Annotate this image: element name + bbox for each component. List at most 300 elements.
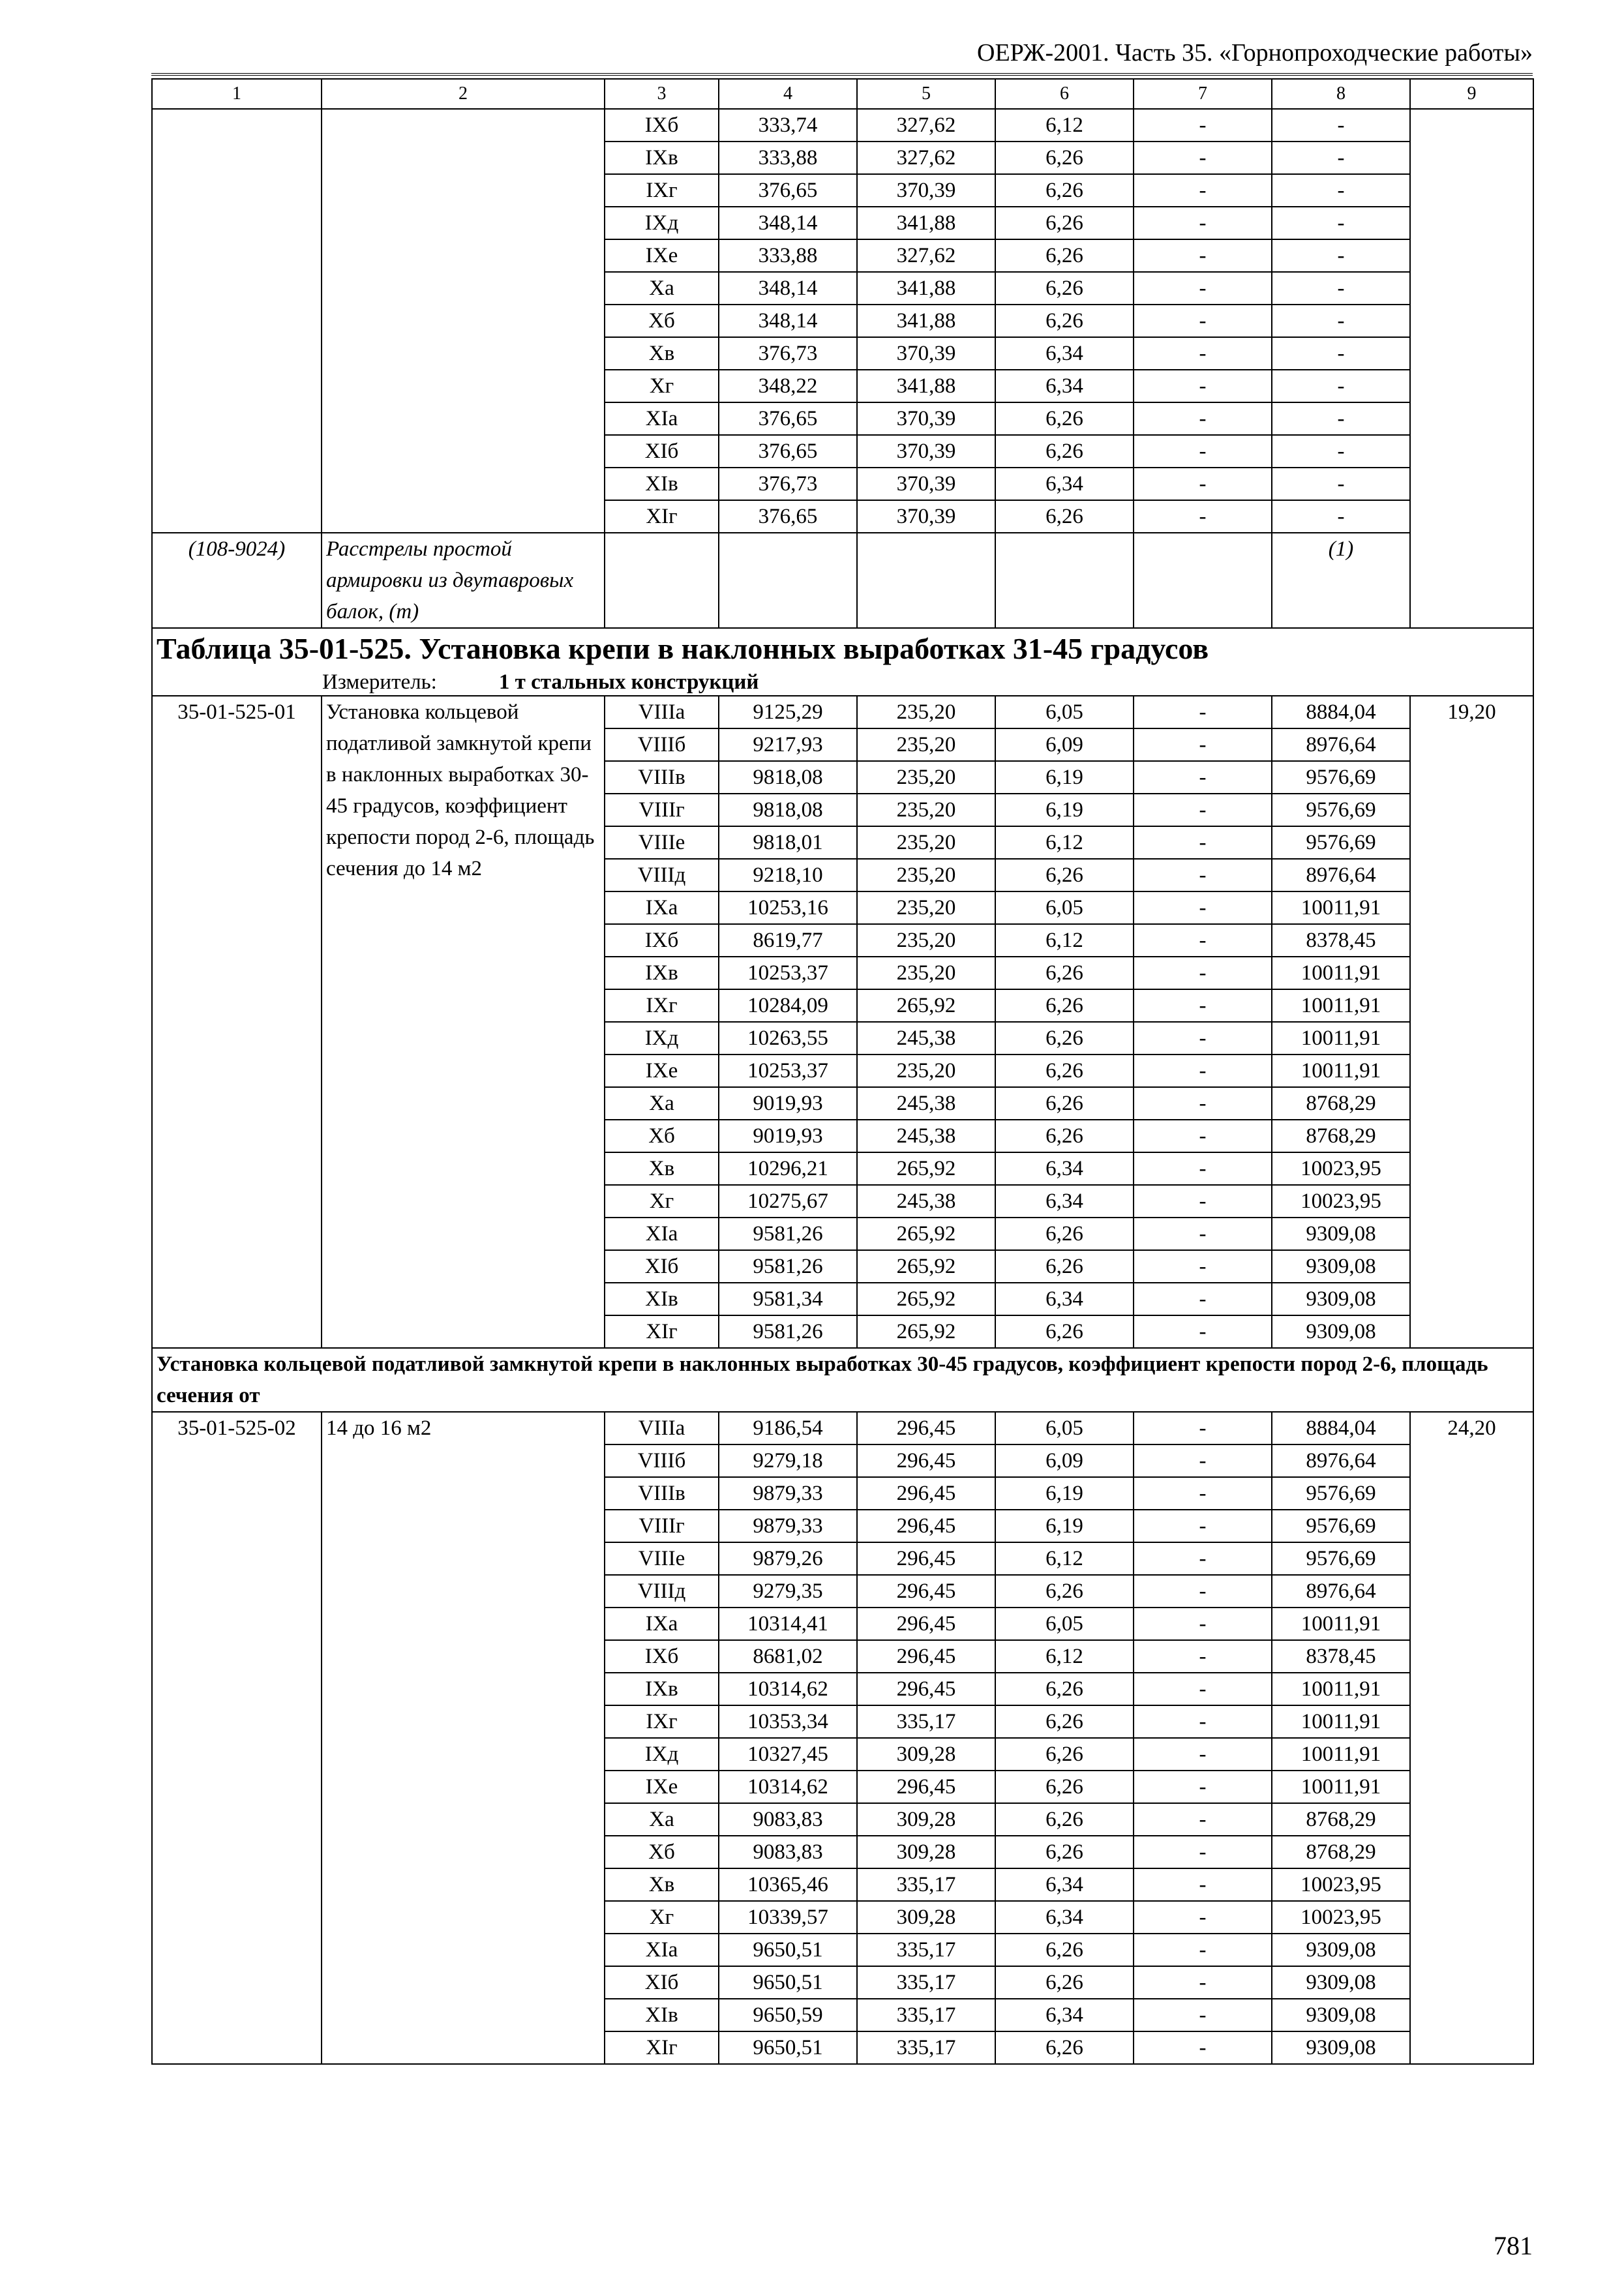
driver-wages-cell: - bbox=[1134, 696, 1272, 728]
empty-cell bbox=[719, 533, 857, 628]
wages-cell: 245,38 bbox=[857, 1120, 995, 1152]
wages-cell: 296,45 bbox=[857, 1510, 995, 1542]
wages-cell: 341,88 bbox=[857, 207, 995, 239]
machine-cell: 6,26 bbox=[995, 500, 1134, 533]
materials-cell: 9309,08 bbox=[1272, 1315, 1410, 1348]
grade-cell: XIг bbox=[605, 500, 719, 533]
grade-cell: IXа bbox=[605, 891, 719, 924]
grade-cell: Xв bbox=[605, 337, 719, 370]
wages-cell: 235,20 bbox=[857, 891, 995, 924]
total-cost-cell: 333,74 bbox=[719, 109, 857, 142]
driver-wages-cell: - bbox=[1134, 142, 1272, 174]
grade-cell: IXг bbox=[605, 1705, 719, 1738]
machine-cell: 6,26 bbox=[995, 1250, 1134, 1283]
total-cost-cell: 348,14 bbox=[719, 305, 857, 337]
driver-wages-cell: - bbox=[1134, 1771, 1272, 1803]
machine-cell: 6,26 bbox=[995, 207, 1134, 239]
total-cost-cell: 348,14 bbox=[719, 272, 857, 305]
material-name-cell: Расстрелы простой армировки из двутавровых балок, (т) bbox=[322, 533, 605, 628]
total-cost-cell: 9186,54 bbox=[719, 1412, 857, 1444]
total-cost-cell: 348,14 bbox=[719, 207, 857, 239]
grade-cell: XIб bbox=[605, 1250, 719, 1283]
driver-wages-cell: - bbox=[1134, 1477, 1272, 1510]
total-cost-cell: 9650,51 bbox=[719, 2031, 857, 2064]
total-cost-cell: 9083,83 bbox=[719, 1836, 857, 1868]
grade-cell: VIIIг bbox=[605, 1510, 719, 1542]
grade-cell: IXг bbox=[605, 989, 719, 1022]
total-cost-cell: 376,65 bbox=[719, 402, 857, 435]
driver-wages-cell: - bbox=[1134, 370, 1272, 402]
driver-wages-cell: - bbox=[1134, 1608, 1272, 1640]
total-cost-cell: 9650,59 bbox=[719, 1999, 857, 2031]
driver-wages-cell: - bbox=[1134, 109, 1272, 142]
grade-cell: VIIIг bbox=[605, 794, 719, 826]
machine-cell: 6,12 bbox=[995, 109, 1134, 142]
materials-cell: - bbox=[1272, 435, 1410, 468]
total-cost-cell: 348,22 bbox=[719, 370, 857, 402]
wages-cell: 235,20 bbox=[857, 826, 995, 859]
materials-cell: 10011,91 bbox=[1272, 1705, 1410, 1738]
total-cost-cell: 9581,26 bbox=[719, 1218, 857, 1250]
machine-cell: 6,26 bbox=[995, 1738, 1134, 1771]
driver-wages-cell: - bbox=[1134, 1185, 1272, 1218]
grade-cell: XIб bbox=[605, 435, 719, 468]
driver-wages-cell: - bbox=[1134, 1283, 1272, 1315]
driver-wages-cell: - bbox=[1134, 1836, 1272, 1868]
total-cost-cell: 8619,77 bbox=[719, 924, 857, 957]
wages-cell: 370,39 bbox=[857, 174, 995, 207]
grade-cell: VIIIе bbox=[605, 1542, 719, 1575]
grade-cell: XIг bbox=[605, 1315, 719, 1348]
material-row bbox=[152, 533, 1533, 628]
machine-cell: 6,12 bbox=[995, 924, 1134, 957]
machine-cell: 6,26 bbox=[995, 1836, 1134, 1868]
driver-wages-cell: - bbox=[1134, 1510, 1272, 1542]
wages-cell: 327,62 bbox=[857, 239, 995, 272]
driver-wages-cell: - bbox=[1134, 500, 1272, 533]
grade-cell: Xв bbox=[605, 1152, 719, 1185]
driver-wages-cell: - bbox=[1134, 1999, 1272, 2031]
wages-cell: 235,20 bbox=[857, 761, 995, 794]
total-cost-cell: 9581,34 bbox=[719, 1283, 857, 1315]
machine-cell: 6,34 bbox=[995, 1152, 1134, 1185]
wages-cell: 327,62 bbox=[857, 109, 995, 142]
wages-cell: 296,45 bbox=[857, 1542, 995, 1575]
machine-cell: 6,26 bbox=[995, 957, 1134, 989]
total-cost-cell: 9650,51 bbox=[719, 1966, 857, 1999]
machine-cell: 6,09 bbox=[995, 1444, 1134, 1477]
wages-cell: 235,20 bbox=[857, 794, 995, 826]
materials-cell: 8884,04 bbox=[1272, 696, 1410, 728]
wages-cell: 335,17 bbox=[857, 2031, 995, 2064]
machine-cell: 6,26 bbox=[995, 174, 1134, 207]
running-header bbox=[151, 34, 1533, 76]
wages-cell: 235,20 bbox=[857, 859, 995, 891]
grade-cell: IXд bbox=[605, 207, 719, 239]
machine-cell: 6,26 bbox=[995, 272, 1134, 305]
grade-cell: IXб bbox=[605, 1640, 719, 1673]
total-cost-cell: 10353,34 bbox=[719, 1705, 857, 1738]
materials-cell: 10011,91 bbox=[1272, 891, 1410, 924]
total-cost-cell: 10253,37 bbox=[719, 957, 857, 989]
total-cost-cell: 9217,93 bbox=[719, 728, 857, 761]
column-number: 1 bbox=[152, 79, 322, 109]
driver-wages-cell: - bbox=[1134, 1705, 1272, 1738]
wages-cell: 370,39 bbox=[857, 337, 995, 370]
col9-cell bbox=[1410, 109, 1533, 628]
total-cost-cell: 10339,57 bbox=[719, 1901, 857, 1934]
machine-cell: 6,19 bbox=[995, 794, 1134, 826]
wages-cell: 296,45 bbox=[857, 1608, 995, 1640]
machine-cell: 6,26 bbox=[995, 989, 1134, 1022]
total-cost-cell: 10284,09 bbox=[719, 989, 857, 1022]
grade-cell: IXб bbox=[605, 924, 719, 957]
table-row bbox=[152, 1412, 1533, 1444]
materials-cell: 9309,08 bbox=[1272, 1283, 1410, 1315]
driver-wages-cell: - bbox=[1134, 1673, 1272, 1705]
machine-cell: 6,26 bbox=[995, 1022, 1134, 1055]
total-cost-cell: 9879,33 bbox=[719, 1510, 857, 1542]
column-numbers-row bbox=[152, 79, 1533, 109]
driver-wages-cell: - bbox=[1134, 2031, 1272, 2064]
driver-wages-cell: - bbox=[1134, 468, 1272, 500]
column-number: 9 bbox=[1410, 79, 1533, 109]
wages-cell: 309,28 bbox=[857, 1836, 995, 1868]
materials-cell: - bbox=[1272, 174, 1410, 207]
total-cost-cell: 9581,26 bbox=[719, 1315, 857, 1348]
wages-cell: 296,45 bbox=[857, 1412, 995, 1444]
group-heading-row bbox=[152, 1348, 1533, 1412]
grade-cell: VIIIв bbox=[605, 1477, 719, 1510]
machine-cell: 6,34 bbox=[995, 337, 1134, 370]
measure-label: Измеритель: bbox=[322, 670, 437, 694]
wages-cell: 370,39 bbox=[857, 468, 995, 500]
driver-wages-cell: - bbox=[1134, 1966, 1272, 1999]
wages-cell: 265,92 bbox=[857, 1315, 995, 1348]
machine-cell: 6,19 bbox=[995, 1510, 1134, 1542]
wages-cell: 309,28 bbox=[857, 1738, 995, 1771]
driver-wages-cell: - bbox=[1134, 435, 1272, 468]
total-cost-cell: 10296,21 bbox=[719, 1152, 857, 1185]
wages-cell: 265,92 bbox=[857, 1283, 995, 1315]
grade-cell: IXв bbox=[605, 957, 719, 989]
materials-cell: 9576,69 bbox=[1272, 1477, 1410, 1510]
materials-cell: - bbox=[1272, 402, 1410, 435]
driver-wages-cell: - bbox=[1134, 1934, 1272, 1966]
wages-cell: 235,20 bbox=[857, 728, 995, 761]
materials-cell: 10023,95 bbox=[1272, 1185, 1410, 1218]
grade-cell: Xа bbox=[605, 272, 719, 305]
driver-wages-cell: - bbox=[1134, 859, 1272, 891]
machine-cell: 6,26 bbox=[995, 1120, 1134, 1152]
materials-cell: 9576,69 bbox=[1272, 761, 1410, 794]
total-cost-cell: 10263,55 bbox=[719, 1022, 857, 1055]
machine-cell: 6,26 bbox=[995, 239, 1134, 272]
driver-wages-cell: - bbox=[1134, 1022, 1272, 1055]
name-cell-empty bbox=[322, 109, 605, 533]
wages-cell: 235,20 bbox=[857, 924, 995, 957]
column-number: 6 bbox=[995, 79, 1134, 109]
materials-cell: 8976,64 bbox=[1272, 728, 1410, 761]
wages-cell: 265,92 bbox=[857, 1152, 995, 1185]
machine-cell: 6,05 bbox=[995, 696, 1134, 728]
total-cost-cell: 10314,41 bbox=[719, 1608, 857, 1640]
grade-cell: IXе bbox=[605, 1771, 719, 1803]
grade-cell: XIв bbox=[605, 1283, 719, 1315]
wages-cell: 235,20 bbox=[857, 957, 995, 989]
driver-wages-cell: - bbox=[1134, 239, 1272, 272]
material-code-cell: (108-9024) bbox=[152, 533, 322, 628]
materials-cell: - bbox=[1272, 142, 1410, 174]
grade-cell: IXг bbox=[605, 174, 719, 207]
materials-cell: 9576,69 bbox=[1272, 826, 1410, 859]
driver-wages-cell: - bbox=[1134, 989, 1272, 1022]
machine-cell: 6,34 bbox=[995, 1283, 1134, 1315]
total-cost-cell: 376,73 bbox=[719, 337, 857, 370]
driver-wages-cell: - bbox=[1134, 728, 1272, 761]
column-number: 8 bbox=[1272, 79, 1410, 109]
driver-wages-cell: - bbox=[1134, 794, 1272, 826]
total-cost-cell: 9818,08 bbox=[719, 794, 857, 826]
materials-cell: 8768,29 bbox=[1272, 1120, 1410, 1152]
materials-cell: - bbox=[1272, 109, 1410, 142]
grade-cell: XIб bbox=[605, 1966, 719, 1999]
machine-cell: 6,05 bbox=[995, 891, 1134, 924]
machine-cell: 6,26 bbox=[995, 859, 1134, 891]
driver-wages-cell: - bbox=[1134, 1542, 1272, 1575]
driver-wages-cell: - bbox=[1134, 1250, 1272, 1283]
machine-cell: 6,26 bbox=[995, 1966, 1134, 1999]
machine-cell: 6,34 bbox=[995, 468, 1134, 500]
table-title-row bbox=[152, 628, 1533, 696]
materials-cell: 10023,95 bbox=[1272, 1868, 1410, 1901]
wages-cell: 296,45 bbox=[857, 1771, 995, 1803]
grade-cell: VIIIд bbox=[605, 859, 719, 891]
column-number: 4 bbox=[719, 79, 857, 109]
total-cost-cell: 376,73 bbox=[719, 468, 857, 500]
grade-cell: VIIIе bbox=[605, 826, 719, 859]
grade-cell: Xг bbox=[605, 1185, 719, 1218]
total-cost-cell: 9125,29 bbox=[719, 696, 857, 728]
wages-cell: 296,45 bbox=[857, 1640, 995, 1673]
materials-cell: 8768,29 bbox=[1272, 1836, 1410, 1868]
materials-cell: - bbox=[1272, 500, 1410, 533]
wages-cell: 370,39 bbox=[857, 402, 995, 435]
empty-cell bbox=[857, 533, 995, 628]
material-qty-cell: (1) bbox=[1272, 533, 1410, 628]
machine-cell: 6,26 bbox=[995, 402, 1134, 435]
materials-cell: 10011,91 bbox=[1272, 1673, 1410, 1705]
driver-wages-cell: - bbox=[1134, 402, 1272, 435]
materials-cell: - bbox=[1272, 468, 1410, 500]
driver-wages-cell: - bbox=[1134, 1087, 1272, 1120]
machine-cell: 6,34 bbox=[995, 1999, 1134, 2031]
total-cost-cell: 376,65 bbox=[719, 500, 857, 533]
wages-cell: 245,38 bbox=[857, 1022, 995, 1055]
grade-cell: Xа bbox=[605, 1803, 719, 1836]
driver-wages-cell: - bbox=[1134, 957, 1272, 989]
wages-cell: 370,39 bbox=[857, 500, 995, 533]
grade-cell: Xг bbox=[605, 1901, 719, 1934]
driver-wages-cell: - bbox=[1134, 305, 1272, 337]
total-cost-cell: 10327,45 bbox=[719, 1738, 857, 1771]
column-number: 2 bbox=[322, 79, 605, 109]
table-title-cell bbox=[152, 628, 1533, 696]
materials-cell: 9576,69 bbox=[1272, 794, 1410, 826]
total-cost-cell: 376,65 bbox=[719, 435, 857, 468]
materials-cell: 9309,08 bbox=[1272, 1218, 1410, 1250]
grade-cell: IXд bbox=[605, 1738, 719, 1771]
total-cost-cell: 10314,62 bbox=[719, 1771, 857, 1803]
col9-cell: 19,20 bbox=[1410, 696, 1533, 1348]
machine-cell: 6,34 bbox=[995, 370, 1134, 402]
materials-cell: 9576,69 bbox=[1272, 1542, 1410, 1575]
driver-wages-cell: - bbox=[1134, 174, 1272, 207]
grade-cell: Xб bbox=[605, 1120, 719, 1152]
materials-cell: 10011,91 bbox=[1272, 1771, 1410, 1803]
total-cost-cell: 9818,01 bbox=[719, 826, 857, 859]
wages-cell: 341,88 bbox=[857, 305, 995, 337]
grade-cell: VIIIв bbox=[605, 761, 719, 794]
materials-cell: 8378,45 bbox=[1272, 924, 1410, 957]
materials-cell: - bbox=[1272, 239, 1410, 272]
wages-cell: 341,88 bbox=[857, 272, 995, 305]
wages-cell: 335,17 bbox=[857, 1868, 995, 1901]
grade-cell: Xа bbox=[605, 1087, 719, 1120]
materials-cell: 9309,08 bbox=[1272, 2031, 1410, 2064]
grade-cell: Xб bbox=[605, 305, 719, 337]
empty-cell bbox=[605, 533, 719, 628]
machine-cell: 6,05 bbox=[995, 1608, 1134, 1640]
driver-wages-cell: - bbox=[1134, 1738, 1272, 1771]
wages-cell: 335,17 bbox=[857, 1705, 995, 1738]
machine-cell: 6,26 bbox=[995, 1218, 1134, 1250]
machine-cell: 6,12 bbox=[995, 826, 1134, 859]
item-name-cell: 14 до 16 м2 bbox=[322, 1412, 605, 2064]
machine-cell: 6,26 bbox=[995, 2031, 1134, 2064]
grade-cell: IXе bbox=[605, 1055, 719, 1087]
materials-cell: 10011,91 bbox=[1272, 1608, 1410, 1640]
column-number: 3 bbox=[605, 79, 719, 109]
total-cost-cell: 9279,35 bbox=[719, 1575, 857, 1608]
total-cost-cell: 10253,16 bbox=[719, 891, 857, 924]
total-cost-cell: 10365,46 bbox=[719, 1868, 857, 1901]
materials-cell: - bbox=[1272, 272, 1410, 305]
machine-cell: 6,12 bbox=[995, 1542, 1134, 1575]
empty-cell bbox=[995, 533, 1134, 628]
grade-cell: XIг bbox=[605, 2031, 719, 2064]
machine-cell: 6,19 bbox=[995, 1477, 1134, 1510]
grade-cell: XIв bbox=[605, 1999, 719, 2031]
wages-cell: 370,39 bbox=[857, 435, 995, 468]
driver-wages-cell: - bbox=[1134, 1315, 1272, 1348]
grade-cell: IXб bbox=[605, 109, 719, 142]
driver-wages-cell: - bbox=[1134, 1575, 1272, 1608]
page-number: 781 bbox=[1494, 2231, 1533, 2260]
grade-cell: IXе bbox=[605, 239, 719, 272]
grade-cell: IXв bbox=[605, 142, 719, 174]
total-cost-cell: 9019,93 bbox=[719, 1087, 857, 1120]
machine-cell: 6,34 bbox=[995, 1901, 1134, 1934]
wages-cell: 245,38 bbox=[857, 1185, 995, 1218]
col9-cell: 24,20 bbox=[1410, 1412, 1533, 2064]
driver-wages-cell: - bbox=[1134, 1218, 1272, 1250]
measure-line bbox=[153, 669, 1533, 695]
wages-cell: 335,17 bbox=[857, 1999, 995, 2031]
machine-cell: 6,26 bbox=[995, 1575, 1134, 1608]
machine-cell: 6,26 bbox=[995, 1934, 1134, 1966]
machine-cell: 6,26 bbox=[995, 1771, 1134, 1803]
machine-cell: 6,26 bbox=[995, 1673, 1134, 1705]
rates-table-body bbox=[152, 79, 1533, 2064]
materials-cell: 9309,08 bbox=[1272, 1250, 1410, 1283]
grade-cell: VIIIб bbox=[605, 728, 719, 761]
machine-cell: 6,12 bbox=[995, 1640, 1134, 1673]
driver-wages-cell: - bbox=[1134, 272, 1272, 305]
machine-cell: 6,34 bbox=[995, 1185, 1134, 1218]
materials-cell: 10011,91 bbox=[1272, 1738, 1410, 1771]
driver-wages-cell: - bbox=[1134, 826, 1272, 859]
total-cost-cell: 8681,02 bbox=[719, 1640, 857, 1673]
item-code-cell: 35-01-525-02 bbox=[152, 1412, 322, 2064]
total-cost-cell: 376,65 bbox=[719, 174, 857, 207]
group-heading-cell: Установка кольцевой податливой замкнутой крепи в наклонных выработках 30-45 градусов, коэффициент крепости пород 2-6, площадь сечения от bbox=[152, 1348, 1533, 1412]
wages-cell: 309,28 bbox=[857, 1803, 995, 1836]
wages-cell: 309,28 bbox=[857, 1901, 995, 1934]
wages-cell: 296,45 bbox=[857, 1477, 995, 1510]
table-title: Таблица 35-01-525. Установка крепи в наклонных выработках 31-45 градусов bbox=[157, 632, 1209, 665]
driver-wages-cell: - bbox=[1134, 207, 1272, 239]
machine-cell: 6,26 bbox=[995, 1315, 1134, 1348]
total-cost-cell: 9218,10 bbox=[719, 859, 857, 891]
machine-cell: 6,26 bbox=[995, 305, 1134, 337]
total-cost-cell: 9650,51 bbox=[719, 1934, 857, 1966]
wages-cell: 327,62 bbox=[857, 142, 995, 174]
total-cost-cell: 10314,62 bbox=[719, 1673, 857, 1705]
empty-cell bbox=[1134, 533, 1272, 628]
driver-wages-cell: - bbox=[1134, 1444, 1272, 1477]
materials-cell: 8768,29 bbox=[1272, 1803, 1410, 1836]
driver-wages-cell: - bbox=[1134, 891, 1272, 924]
total-cost-cell: 9083,83 bbox=[719, 1803, 857, 1836]
materials-cell: 10011,91 bbox=[1272, 1022, 1410, 1055]
wages-cell: 335,17 bbox=[857, 1966, 995, 1999]
materials-cell: 10011,91 bbox=[1272, 957, 1410, 989]
wages-cell: 296,45 bbox=[857, 1575, 995, 1608]
total-cost-cell: 9279,18 bbox=[719, 1444, 857, 1477]
machine-cell: 6,05 bbox=[995, 1412, 1134, 1444]
grade-cell: IXа bbox=[605, 1608, 719, 1640]
materials-cell: 10011,91 bbox=[1272, 1055, 1410, 1087]
grade-cell: IXд bbox=[605, 1022, 719, 1055]
column-number: 5 bbox=[857, 79, 995, 109]
materials-cell: 9309,08 bbox=[1272, 1934, 1410, 1966]
total-cost-cell: 9879,33 bbox=[719, 1477, 857, 1510]
code-cell-empty bbox=[152, 109, 322, 533]
driver-wages-cell: - bbox=[1134, 761, 1272, 794]
total-cost-cell: 333,88 bbox=[719, 239, 857, 272]
driver-wages-cell: - bbox=[1134, 1868, 1272, 1901]
grade-cell: Xв bbox=[605, 1868, 719, 1901]
materials-cell: 8976,64 bbox=[1272, 1575, 1410, 1608]
rates-table bbox=[151, 78, 1534, 2065]
grade-cell: VIIIа bbox=[605, 1412, 719, 1444]
total-cost-cell: 333,88 bbox=[719, 142, 857, 174]
grade-cell: IXв bbox=[605, 1673, 719, 1705]
materials-cell: - bbox=[1272, 207, 1410, 239]
column-number: 7 bbox=[1134, 79, 1272, 109]
materials-cell: 10011,91 bbox=[1272, 989, 1410, 1022]
